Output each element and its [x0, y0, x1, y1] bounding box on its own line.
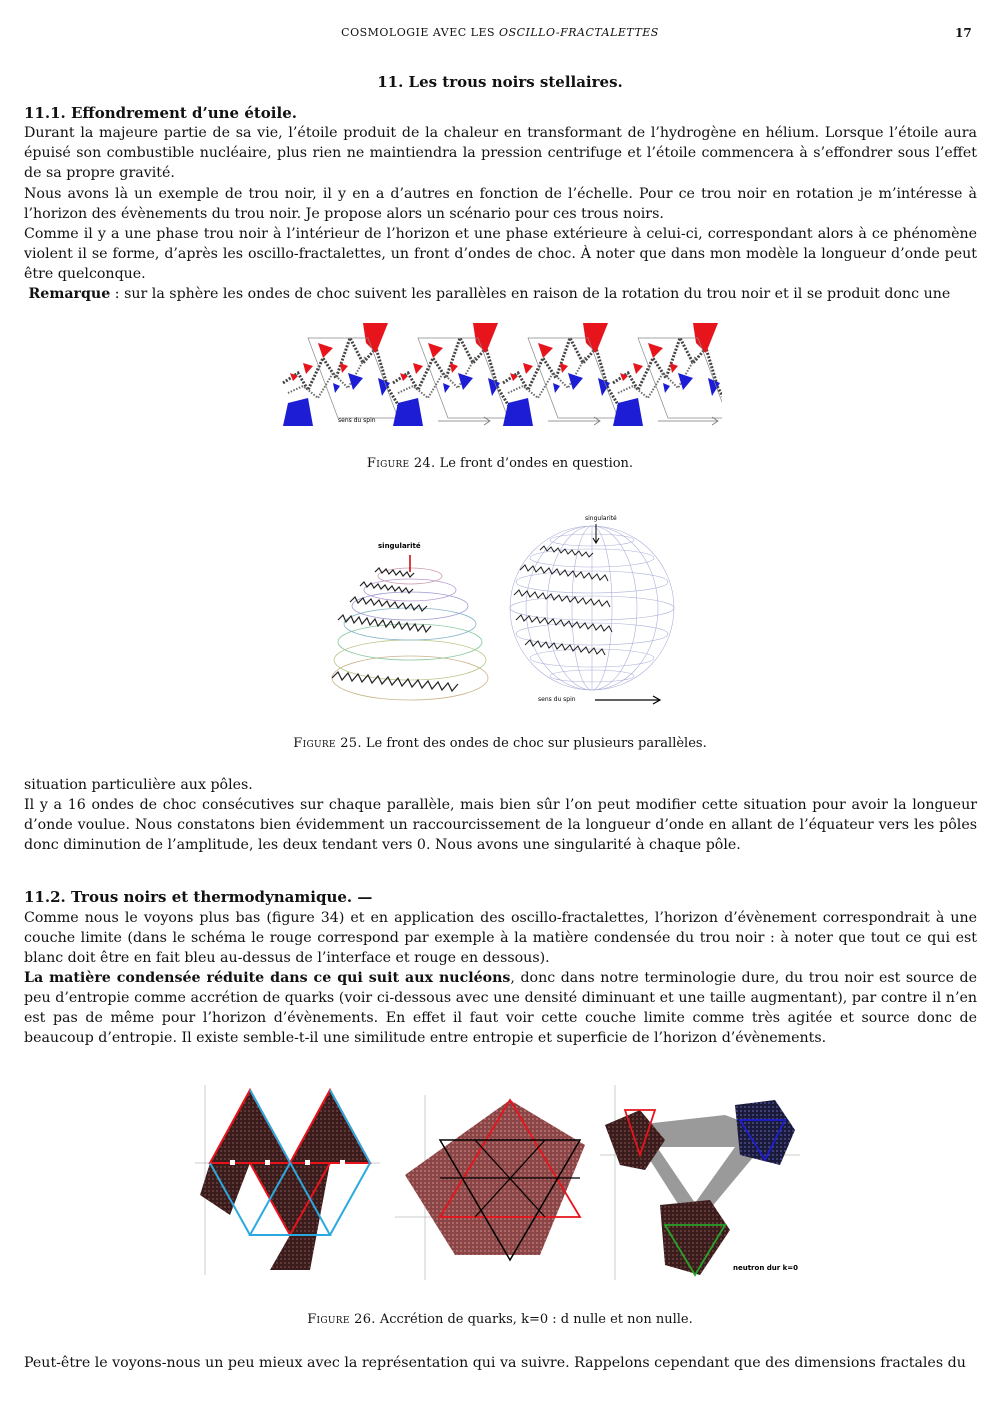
figure-24-caption: [0, 456, 1000, 471]
figure-25-label: Figure 25.: [293, 736, 362, 751]
page-number: 17: [955, 26, 972, 40]
singularity-label-left: singularité: [378, 542, 421, 550]
figure-25-caption: [0, 736, 1000, 751]
paragraph: Comme il y a une phase trou noir à l’intérieur de l’horizon et une phase extérieure à celui-ci, correspondant alors à ce phénomène violent il se forme, d’après les oscillo-fractalettes, un front d’ondes de choc. À noter que dans mon modèle la longueur d’onde peut être quelconque.: [24, 226, 977, 282]
paragraph: Il y a 16 ondes de choc consécutives sur chaque parallèle, mais bien sûr l’on peut modifier cette situation pour avoir la longueur d’onde voulue. Nous constatons bien évidemment un raccourcissement de la longueur d’onde en allant de l’équateur vers les pôles donc diminution de l’amplitude, les deux tendant vers 0. Nous avons une singularité à chaque pôle.: [24, 797, 977, 853]
panel-2: [395, 1095, 585, 1280]
singularity-label-right: singularité: [585, 515, 617, 522]
section-title: 11. Les trous noirs stellaires.: [377, 73, 623, 91]
figure-26-label: Figure 26.: [307, 1312, 376, 1327]
wavefront-unit: [283, 323, 400, 426]
panel-1: [195, 1085, 380, 1275]
paragraph: Durant la majeure partie de sa vie, l’étoile produit de la chaleur en transformant de l’hydrogène en hélium. Lorsque l’étoile aura épuisé son combustible nucléaire, plus rien ne maintiendra la pression centrifuge et l’étoile commencera à s’effondrer sous l’effet de sa propre gravité.: [24, 125, 977, 181]
figure-25-text: Le front des ondes de choc sur plusieurs parallèles.: [361, 736, 707, 751]
subsection-title-11-2: 11.2. Trous noirs et thermodynamique. —: [24, 888, 373, 906]
remark-paragraph: [24, 284, 977, 304]
paragraph: Nous avons là un exemple de trou noir, il y en a d’autres en fonction de l’échelle. Pour ce trou noir en rotation je m’intéresse à l’horizon des évènements du trou noir. Je propose alors un scénario pour ces trous noirs.: [24, 186, 977, 222]
figure-24-text: Le front d’ondes en question.: [435, 456, 634, 471]
remark-label: Remarque: [28, 286, 111, 302]
paragraph: situation particulière aux pôles.: [24, 777, 253, 793]
figure-26-quark-accretion: [195, 1085, 810, 1285]
fig24-spin-label: sens du spin: [338, 417, 376, 424]
subsection-title-11-1: 11.1. Effondrement d’une étoile.: [24, 104, 297, 122]
neutron-label: neutron dur k=0: [733, 1264, 799, 1272]
figure-26-caption: [0, 1312, 1000, 1327]
panel-3: [600, 1085, 800, 1280]
bold-phrase: La matière condensée réduite dans ce qui suit aux nucléons: [24, 970, 511, 986]
running-title-prefix: COSMOLOGIE AVEC LES: [341, 26, 500, 39]
figure-26-text: Accrétion de quarks, k=0 : d nulle et non nulle.: [375, 1312, 693, 1327]
running-title-italic: OSCILLO-FRACTALETTES: [499, 26, 659, 39]
paragraph: Comme nous le voyons plus bas (figure 34) et en application des oscillo-fractalettes, l’horizon d’évènement correspondrait à une couche limite (dans le schéma le rouge correspond par exemple à la matière condensée du trou noir : à noter que tout ce qui est blanc doit être en fait bleu au-dessus de l’interface et rouge en dessous).: [24, 910, 977, 966]
figure-25-shockwaves: [330, 510, 675, 710]
paragraph: Peut-être le voyons-nous un peu mieux avec la représentation qui va suivre. Rappelons cependant que des dimensions fractales du: [24, 1355, 966, 1371]
running-header: [0, 26, 1000, 39]
paragraph: [24, 968, 977, 1048]
figure-24-label: Figure 24.: [366, 456, 436, 471]
paragraph-rest: , donc dans notre terminologie dure, du trou noir est source de peu d’entropie comme accrétion de quarks (voir ci-dessous avec une densité diminuant et une taille augmentant), par contre il n’en est pas de même pour l’horizon d’évènements. En effet il faut voir cette couche limite comme très agitée et source donc de beaucoup d’entropie. Il existe semble-t-il une similitude entre entropie et superficie de l’horizon d’évènements.: [24, 970, 977, 1046]
figure-24-wavefront: [278, 318, 722, 433]
remark-text: : sur la sphère les ondes de choc suivent les parallèles en raison de la rotation du trou noir et il se produit donc une: [110, 286, 951, 302]
fig25-spin-label: sens du spin: [538, 696, 576, 703]
